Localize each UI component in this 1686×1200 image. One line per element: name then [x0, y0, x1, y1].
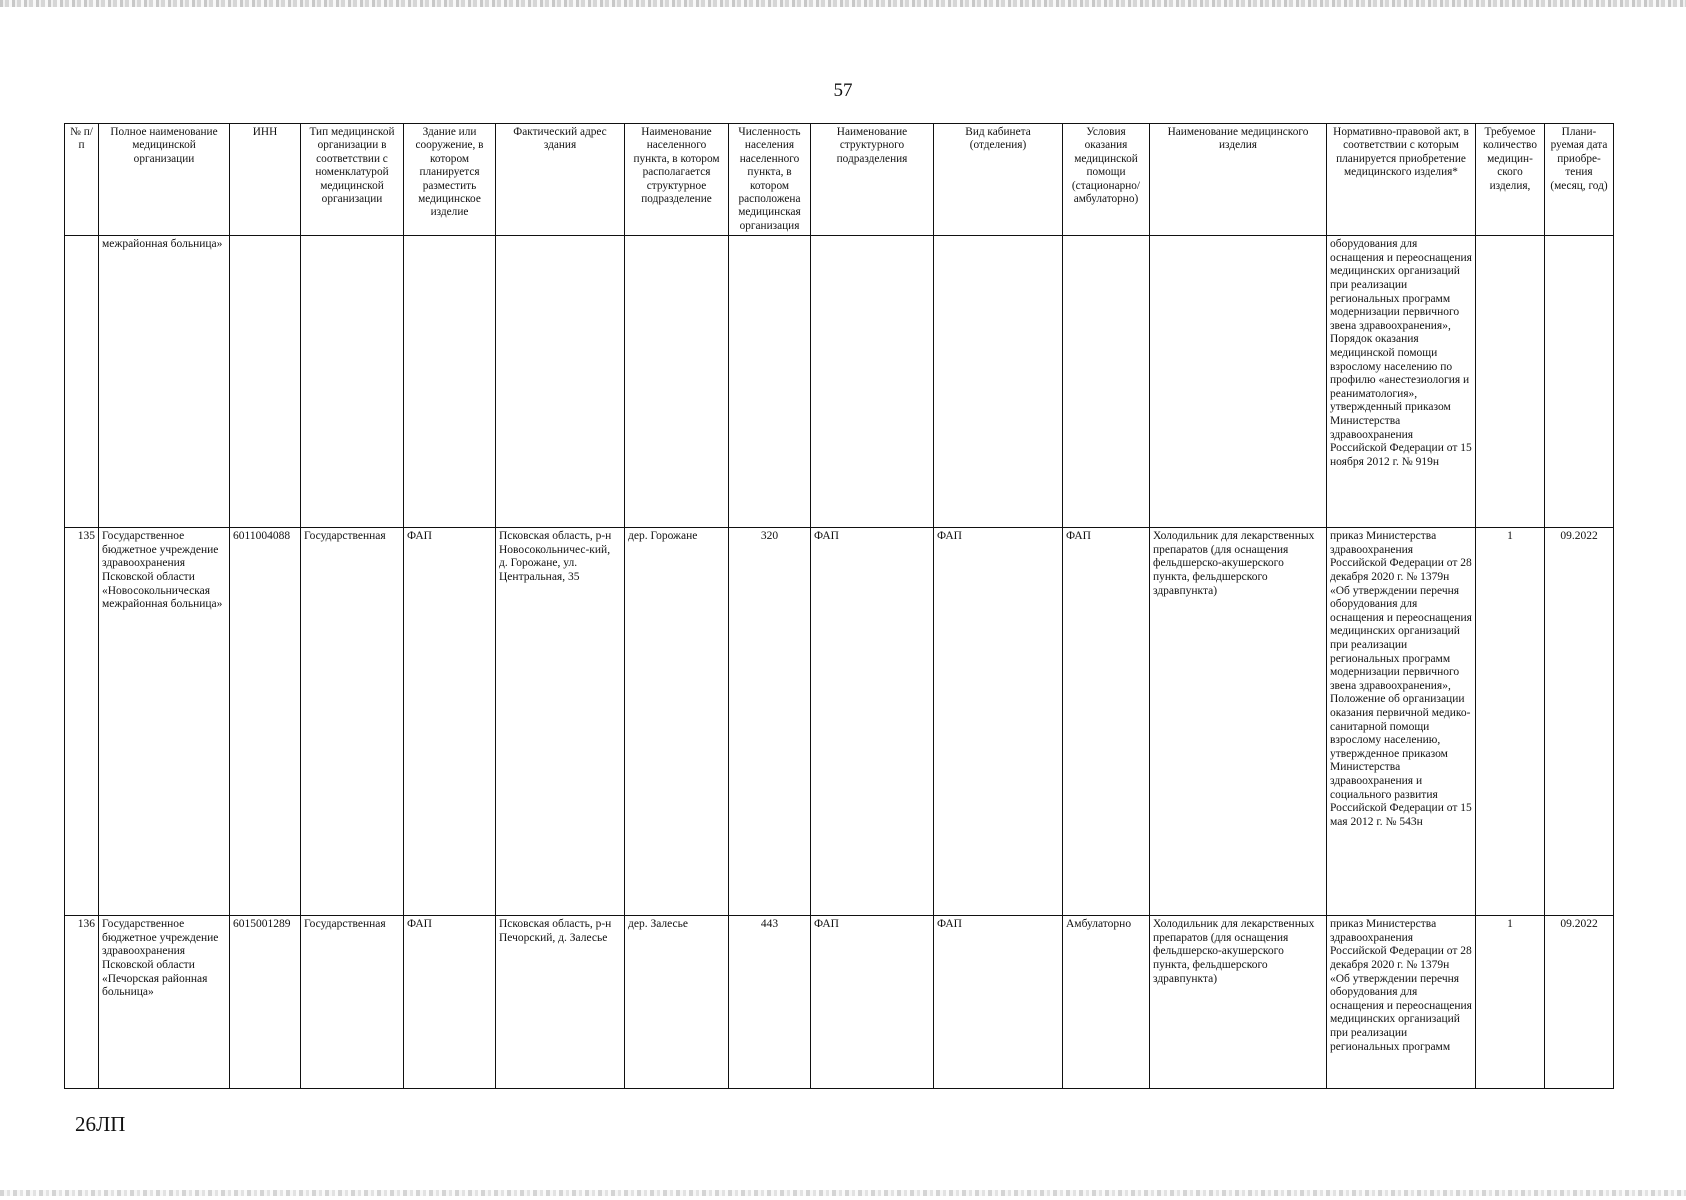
table-row: [65, 236, 1614, 528]
header-conditions: Условия оказания медицинской помощи (стационарно/амбулаторно): [1063, 124, 1150, 236]
cell-org-name: Государственное бюджетное учреждение здравоохранения Псковской области «Печорская районная больница»: [99, 916, 230, 1089]
cell-inn: 6011004088: [230, 528, 301, 916]
cell-unit: [811, 236, 934, 528]
cell-address: Псковская область, р-н Печорский, д. Залесье: [496, 916, 625, 1089]
cell-unit: ФАП: [811, 916, 934, 1089]
cell-population: [729, 236, 811, 528]
cell-num: [65, 236, 99, 528]
header-quantity: Требуемое количество медицин-ского изделия,: [1476, 124, 1545, 236]
table-row: [65, 528, 1614, 916]
cell-org-type: [301, 236, 404, 528]
cell-legal-act: приказ Министерства здравоохранения Российской Федерации от 28 декабря 2020 г. № 1379н «Об утверждении перечня оборудования для оснащения и переоснащения медицинских организаций при реализации региональных программ модернизации первичного звена здравоохранения», Положение об организации оказания первичной медико-санитарной помощи взрослому населению, утвержденное приказом Министерства здравоохранения и социального развития Российской Федерации от 15 мая 2012 г. № 543н: [1327, 528, 1476, 916]
cell-device: [1150, 236, 1327, 528]
scan-edge-top: [0, 0, 1686, 7]
cell-conditions: ФАП: [1063, 528, 1150, 916]
cell-legal-act: приказ Министерства здравоохранения Российской Федерации от 28 декабря 2020 г. № 1379н «Об утверждении перечня оборудования для оснащения и переоснащения медицинских организаций при реализации региональных программ: [1327, 916, 1476, 1089]
cell-num: 135: [65, 528, 99, 916]
table-header-row: [65, 124, 1614, 236]
cell-device: Холодильник для лекарственных препаратов (для оснащения фельдшерско-акушерского пункта, фельдшерского здравпункта): [1150, 916, 1327, 1089]
cell-population: 443: [729, 916, 811, 1089]
cell-planned-date: 09.2022: [1545, 916, 1614, 1089]
document-code: 26ЛП: [75, 1112, 126, 1136]
cell-conditions: [1063, 236, 1150, 528]
cell-address: [496, 236, 625, 528]
cell-num: 136: [65, 916, 99, 1089]
cell-device: Холодильник для лекарственных препаратов (для оснащения фельдшерско-акушерского пункта, фельдшерского здравпункта): [1150, 528, 1327, 916]
header-cabinet: Вид кабинета (отделения): [934, 124, 1063, 236]
header-planned-date: Плани-руемая дата приобре-тения (месяц, год): [1545, 124, 1614, 236]
cell-legal-act: оборудования для оснащения и переоснащения медицинских организаций при реализации региональных программ модернизации первичного звена здравоохранения», Порядок оказания медицинской помощи взрослому населению по профилю «анестезиология и реаниматология», утвержденный приказом Министерства здравоохранения Российской Федерации от 15 ноября 2012 г. № 919н: [1327, 236, 1476, 528]
cell-org-name: межрайонная больница»: [99, 236, 230, 528]
cell-org-type: Государственная: [301, 528, 404, 916]
header-org-type: Тип медицинской организации в соответствии с номенклатурой медицинской организации: [301, 124, 404, 236]
cell-building: ФАП: [404, 916, 496, 1089]
header-org-name: Полное наименование медицинской организации: [99, 124, 230, 236]
cell-inn: [230, 236, 301, 528]
cell-cabinet: ФАП: [934, 528, 1063, 916]
header-legal-act: Нормативно-правовой акт, в соответствии с которым планируется приобретение медицинского изделия*: [1327, 124, 1476, 236]
scan-edge-bottom: [0, 1190, 1686, 1196]
cell-settlement: [625, 236, 729, 528]
header-unit: Наименование структурного подразделения: [811, 124, 934, 236]
header-building: Здание или сооружение, в котором планируется разместить медицинское изделие: [404, 124, 496, 236]
cell-quantity: 1: [1476, 528, 1545, 916]
cell-cabinet: ФАП: [934, 916, 1063, 1089]
cell-org-name: Государственное бюджетное учреждение здравоохранения Псковской области «Новосокольническая межрайонная больница»: [99, 528, 230, 916]
header-population: Численность населения населенного пункта, в котором расположена медицинская организация: [729, 124, 811, 236]
cell-address: Псковская область, р-н Новосокольничес-кий, д. Горожане, ул. Центральная, 35: [496, 528, 625, 916]
table-row: [65, 916, 1614, 1089]
cell-unit: ФАП: [811, 528, 934, 916]
header-num: № п/п: [65, 124, 99, 236]
cell-settlement: дер. Горожане: [625, 528, 729, 916]
cell-quantity: [1476, 236, 1545, 528]
cell-cabinet: [934, 236, 1063, 528]
page-number: 57: [833, 80, 853, 101]
cell-planned-date: 09.2022: [1545, 528, 1614, 916]
header-device: Наименование медицинского изделия: [1150, 124, 1327, 236]
cell-inn: 6015001289: [230, 916, 301, 1089]
cell-conditions: Амбулаторно: [1063, 916, 1150, 1089]
cell-settlement: дер. Залесье: [625, 916, 729, 1089]
medical-equipment-table: [64, 123, 1614, 1089]
cell-org-type: Государственная: [301, 916, 404, 1089]
cell-population: 320: [729, 528, 811, 916]
header-inn: ИНН: [230, 124, 301, 236]
cell-quantity: 1: [1476, 916, 1545, 1089]
cell-building: [404, 236, 496, 528]
cell-building: ФАП: [404, 528, 496, 916]
header-settlement: Наименование населенного пункта, в котором располагается структурное подразделение: [625, 124, 729, 236]
cell-planned-date: [1545, 236, 1614, 528]
header-address: Фактический адрес здания: [496, 124, 625, 236]
